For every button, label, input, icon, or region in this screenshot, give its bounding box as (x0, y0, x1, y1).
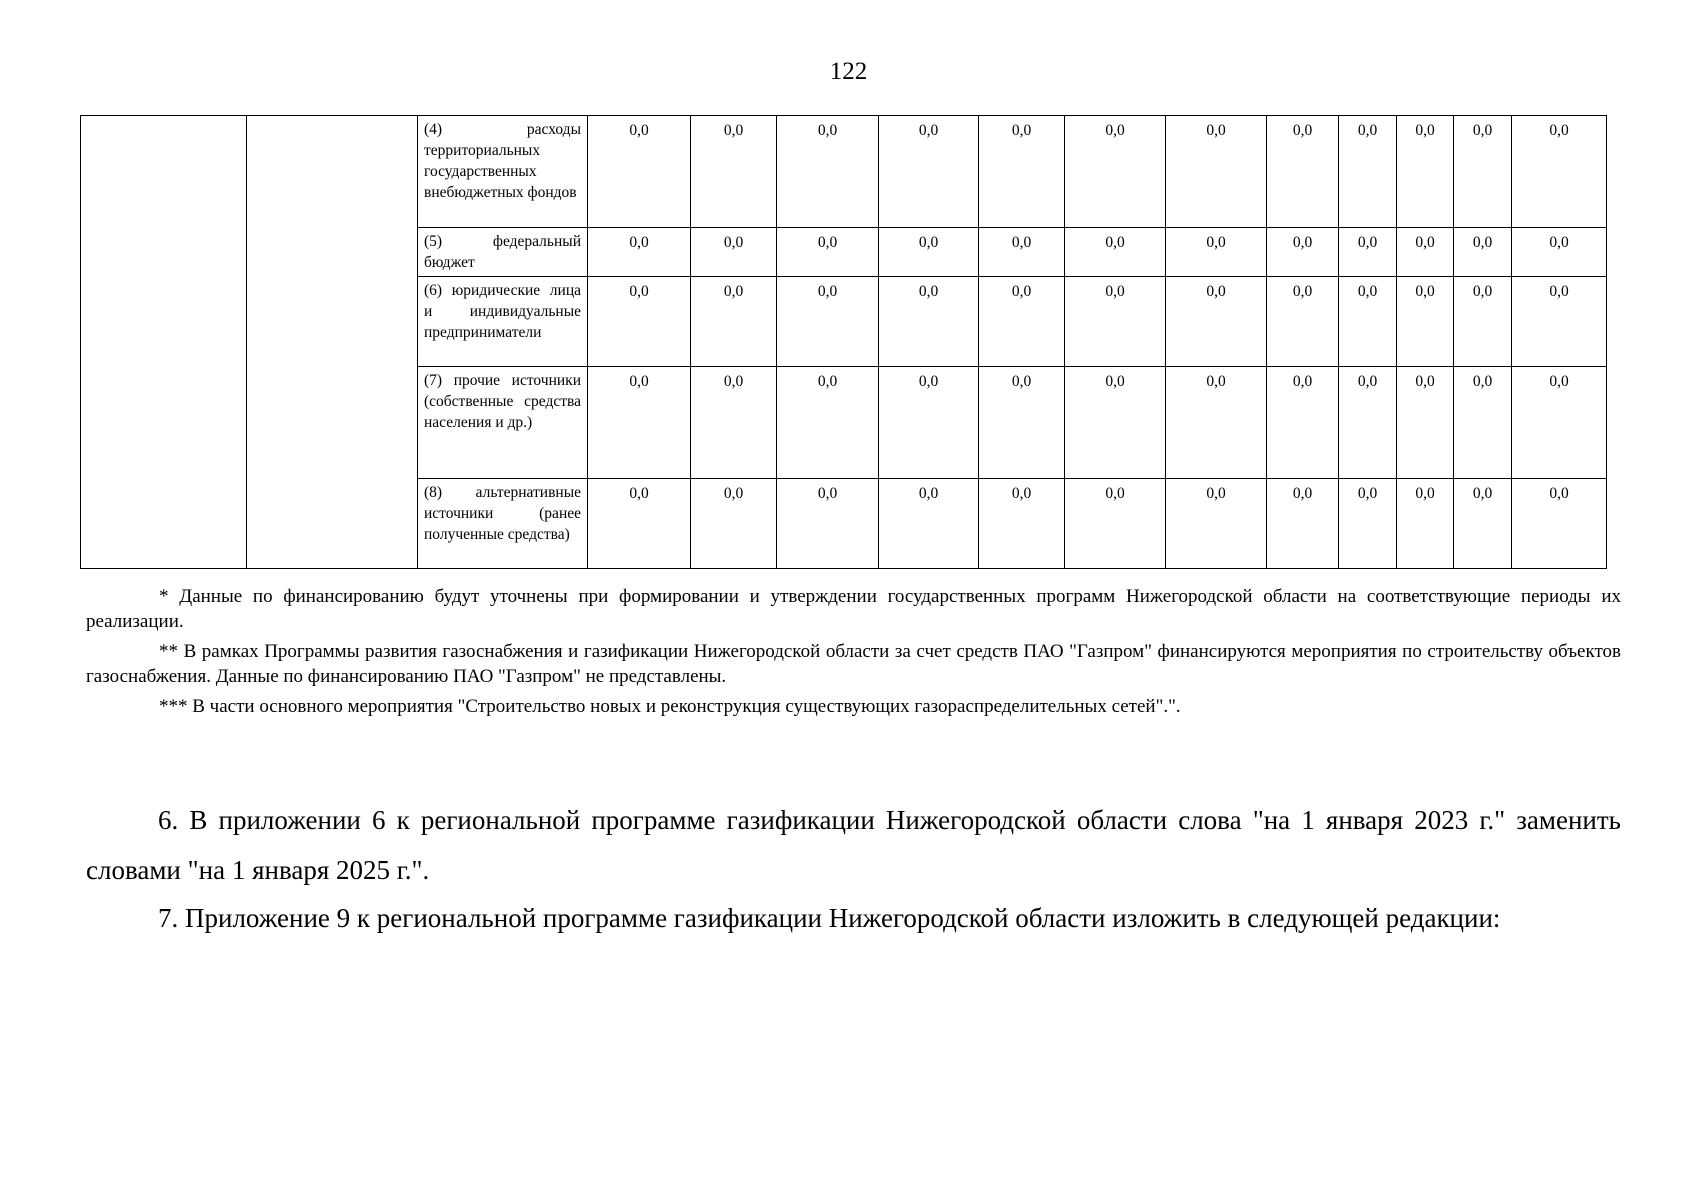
value-cell: 0,0 (777, 479, 879, 569)
value-cell: 0,0 (1454, 367, 1512, 479)
footnotes (86, 585, 1621, 726)
table-merged-cell-col1 (81, 116, 247, 569)
value-cell: 0,0 (1267, 116, 1339, 228)
paragraph: 7. Приложение 9 к региональной программе газификации Нижегородской области изложить в следующей редакции: (158, 903, 1501, 933)
body-text (86, 795, 1621, 943)
value-cell: 0,0 (1166, 367, 1267, 479)
value-cell: 0,0 (879, 367, 979, 479)
value-cell: 0,0 (1339, 367, 1397, 479)
funding-source-cell: (5) федеральный бюджет (418, 228, 588, 277)
value-cell: 0,0 (691, 116, 777, 228)
value-cell: 0,0 (691, 479, 777, 569)
value-cell: 0,0 (1267, 228, 1339, 277)
value-cell: 0,0 (588, 277, 691, 367)
value-cell: 0,0 (1397, 479, 1454, 569)
value-cell: 0,0 (777, 228, 879, 277)
financing-table-body (81, 116, 1607, 569)
value-cell: 0,0 (979, 367, 1065, 479)
value-cell: 0,0 (1065, 479, 1166, 569)
paragraph: 6. В приложении 6 к региональной программе газификации Нижегородской области слова "на 1 января 2023 г." заменить словами "на 1 января 2025 г.". (86, 805, 1621, 885)
value-cell: 0,0 (691, 228, 777, 277)
funding-source-cell: (8) альтернативные источники (ранее полученные средства) (418, 479, 588, 569)
table-row (81, 116, 1607, 228)
value-cell: 0,0 (879, 277, 979, 367)
value-cell: 0,0 (979, 116, 1065, 228)
value-cell: 0,0 (691, 367, 777, 479)
value-cell: 0,0 (1512, 277, 1607, 367)
funding-source-cell: (4) расходы территориальных государственных внебюджетных фондов (418, 116, 588, 228)
value-cell: 0,0 (777, 367, 879, 479)
footnote: *** В части основного мероприятия "Строительство новых и реконструкция существующих газораспределительных сетей".". (159, 696, 1181, 717)
value-cell: 0,0 (1339, 228, 1397, 277)
value-cell: 0,0 (1454, 116, 1512, 228)
value-cell: 0,0 (1454, 228, 1512, 277)
value-cell: 0,0 (1512, 228, 1607, 277)
value-cell: 0,0 (1397, 277, 1454, 367)
value-cell: 0,0 (1166, 277, 1267, 367)
footnote: ** В рамках Программы развития газоснабжения и газификации Нижегородской области за счет средств ПАО "Газпром" финансируются мероприятия по строительству объектов газоснабжения. Данные по финансированию ПАО "Газпром" не представлены. (86, 641, 1621, 687)
value-cell: 0,0 (1166, 479, 1267, 569)
value-cell: 0,0 (1065, 367, 1166, 479)
value-cell: 0,0 (1339, 116, 1397, 228)
value-cell: 0,0 (1397, 116, 1454, 228)
value-cell: 0,0 (979, 228, 1065, 277)
value-cell: 0,0 (1512, 367, 1607, 479)
value-cell: 0,0 (1339, 479, 1397, 569)
value-cell: 0,0 (1454, 479, 1512, 569)
value-cell: 0,0 (777, 116, 879, 228)
funding-source-cell: (7) прочие источники (собственные средства населения и др.) (418, 367, 588, 479)
value-cell: 0,0 (1065, 228, 1166, 277)
value-cell: 0,0 (1267, 277, 1339, 367)
value-cell: 0,0 (1339, 277, 1397, 367)
value-cell: 0,0 (1267, 367, 1339, 479)
value-cell: 0,0 (1397, 367, 1454, 479)
value-cell: 0,0 (1512, 479, 1607, 569)
page-number: 122 (829, 58, 868, 85)
value-cell: 0,0 (879, 228, 979, 277)
value-cell: 0,0 (979, 479, 1065, 569)
value-cell: 0,0 (1166, 116, 1267, 228)
value-cell: 0,0 (588, 228, 691, 277)
value-cell: 0,0 (588, 116, 691, 228)
value-cell: 0,0 (588, 367, 691, 479)
financing-table (80, 115, 1607, 569)
table-merged-cell-col2 (247, 116, 418, 569)
value-cell: 0,0 (879, 116, 979, 228)
funding-source-cell: (6) юридические лица и индивидуальные предприниматели (418, 277, 588, 367)
value-cell: 0,0 (1454, 277, 1512, 367)
value-cell: 0,0 (691, 277, 777, 367)
value-cell: 0,0 (1065, 116, 1166, 228)
value-cell: 0,0 (1512, 116, 1607, 228)
value-cell: 0,0 (1065, 277, 1166, 367)
value-cell: 0,0 (777, 277, 879, 367)
value-cell: 0,0 (979, 277, 1065, 367)
footnote: * Данные по финансированию будут уточнены при формировании и утверждении государственных программ Нижегородской области на соответствующие периоды их реализации. (86, 586, 1621, 632)
value-cell: 0,0 (1267, 479, 1339, 569)
value-cell: 0,0 (588, 479, 691, 569)
value-cell: 0,0 (879, 479, 979, 569)
value-cell: 0,0 (1166, 228, 1267, 277)
value-cell: 0,0 (1397, 228, 1454, 277)
